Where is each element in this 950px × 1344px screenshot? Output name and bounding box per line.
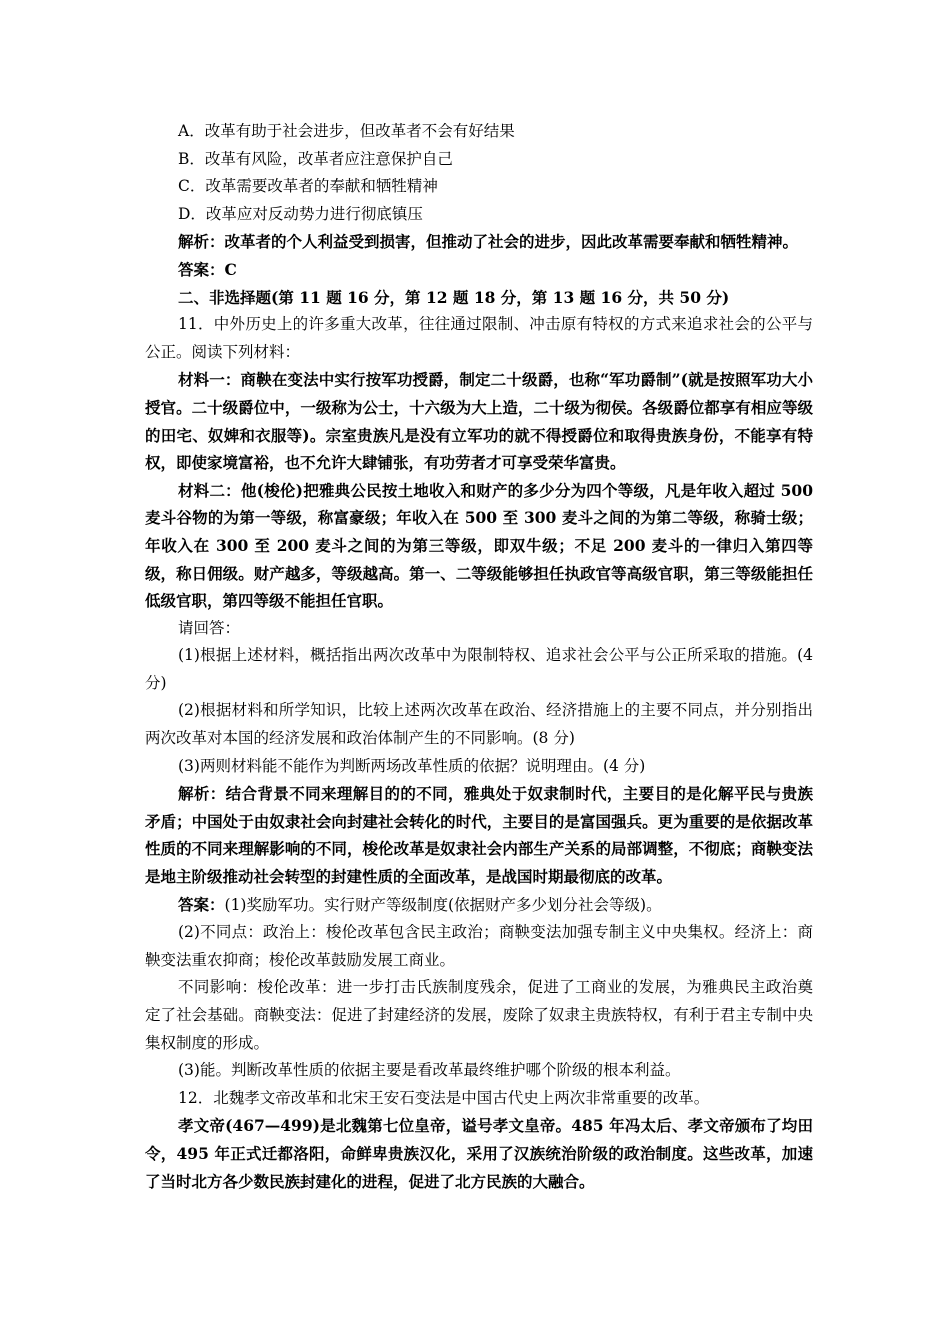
q11-stem: 11．中外历史上的许多重大改革，往往通过限制、冲击原有特权的方式来追求社会的公平与公正。阅读下列材料： [145, 315, 813, 361]
q11-sub-2: (2)根据材料和所学知识，比较上述两次改革在政治、经济措施上的主要不同点，并分别指出两次改革对本国的经济发展和政治体制产生的不同影响。(8 分) [145, 701, 813, 748]
document-body [145, 118, 813, 1195]
option-c: C．改革需要改革者的奉献和牺牲精神 [178, 177, 438, 196]
q11-answer-2b: 不同影响：梭伦改革：进一步打击氏族制度残余，促进了工商业的发展，为雅典民主政治奠定了社会基础。商鞅变法：促进了封建经济的发展，废除了奴隶主贵族特权，有利于君主专制中央集权制度的形成。 [145, 978, 813, 1052]
answer-label: 答案： [178, 894, 225, 914]
q11-answer-2: (2)不同点：政治上：梭伦改革包含民主政治；商鞅变法加强专制主义中央集权。经济上：商鞅变法重农抑商；梭伦改革鼓励发展工商业。 [145, 923, 813, 969]
option-d: D．改革应对反动势力进行彻底镇压 [178, 204, 423, 223]
q12-material: 孝文帝(467—499)是北魏第七位皇帝，谥号孝文皇帝。485 年冯太后、孝文帝颁布了均田令，495 年正式迁都洛阳，命鲜卑贵族汉化，采用了汉族统治阶级的政治制度。这些改革，加速了当时北方各少数民族封建化的进程，促进了北方民族的大融合。 [145, 1116, 813, 1191]
q11-material-1 [145, 366, 813, 476]
material-2-text: 他(梭伦)把雅典公民按土地收入和财产的多少分为四个等级，凡是年收入超过 500 麦斗谷物的为第一等级，称富豪级；年收入在 500 至 300 麦斗之间的为第二等级，称骑士级；年收入在 300 至 200 麦斗之间的为第三等级，即双牛级；不足 200 麦斗的一律归入第四等级，称日佣级。财产越多，等级越高。第一、二等级能够担任执政官等高级官职，第三等级能担任低级官职，第四等级不能担任官职。 [145, 480, 813, 611]
material-2-label: 材料二： [178, 480, 241, 500]
option-a: A．改革有助于社会进步，但改革者不会有好结果 [178, 122, 515, 140]
q11-sub-1: (1)根据上述材料，概括指出两次改革中为限制特权、追求社会公平与公正所采取的措施。(4 分) [145, 646, 813, 692]
q11-material-2 [145, 477, 813, 615]
q12-stem: 12．北魏孝文帝改革和北宋王安石变法是中国古代史上两次非常重要的改革。 [178, 1088, 710, 1107]
q10-answer: 答案：C [178, 259, 237, 279]
q10-analysis [145, 228, 813, 256]
material-1-text: 商鞅在变法中实行按军功授爵，制定二十级爵，也称“军功爵制”(就是按照军功大小授官。二十级爵位中，一级称为公士，十六级为大上造，二十级为彻侯。各级爵位都享有相应等级的田宅、奴婢和衣服等)。宗室贵族凡是没有立军功的就不得授爵位和取得贵族身份，不能享有特权，即使家境富裕，也不允许大肆铺张，有功劳者才可享受荣华富贵。 [145, 370, 813, 473]
option-b: B．改革有风险，改革者应注意保护自己 [178, 149, 453, 168]
q11-answer-1 [145, 891, 813, 920]
material-1-label: 材料一： [178, 370, 241, 390]
q11-answer-3: (3)能。判断改革性质的依据主要是看改革最终维护哪个阶级的根本利益。 [178, 1061, 681, 1080]
analysis-text: 改革者的个人利益受到损害，但推动了社会的进步，因此改革需要奉献和牺牲精神。 [224, 232, 799, 252]
q11-analysis [145, 780, 813, 890]
analysis-text: 结合背景不同来理解目的的不同，雅典处于奴隶制时代，主要目的是化解平民与贵族矛盾；中国处于由奴隶社会向封建社会转化的时代，主要目的是富国强兵。更为重要的是依据改革性质的不同来理解影响的不同，梭伦改革是奴隶社会内部生产关系的局部调整，不彻底；商鞅变法是地主阶级推动社会转型的封建性质的全面改革，是战国时期最彻底的改革。 [145, 784, 813, 887]
q11-prompt: 请回答： [178, 618, 241, 637]
section-heading: 二、非选择题(第 11 题 16 分，第 12 题 18 分，第 13 题 16 分，共 50 分) [178, 287, 730, 307]
answer-text: (1)奖励军功。实行财产等级制度(依据财产多少划分社会等级)。 [224, 895, 662, 914]
analysis-label: 解析： [178, 784, 226, 804]
q11-sub-3: (3)两则材料能不能作为判断两场改革性质的依据？说明理由。(4 分) [178, 756, 646, 775]
analysis-label: 解析： [178, 232, 225, 252]
